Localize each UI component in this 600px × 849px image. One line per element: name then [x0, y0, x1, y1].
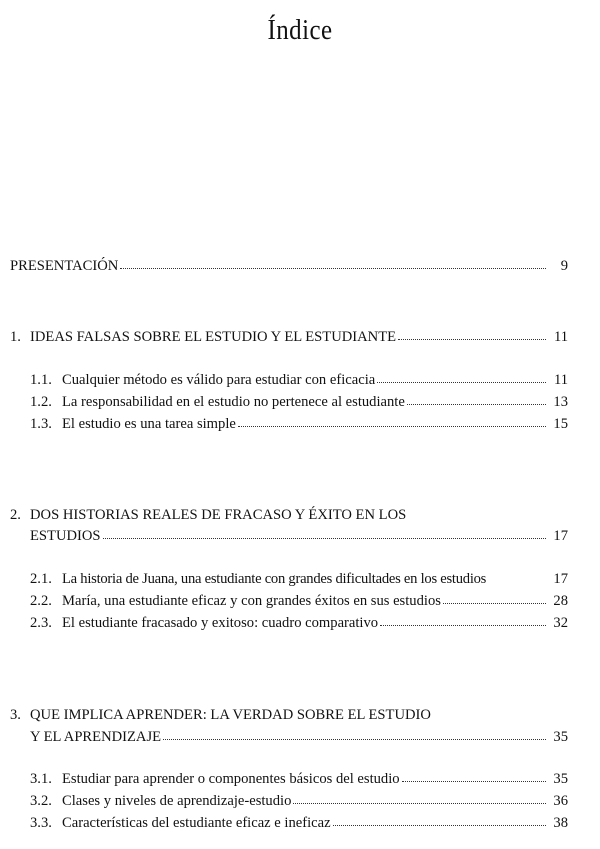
page-title: Índice: [267, 14, 333, 46]
toc-section-2-title-line1[interactable]: [10, 507, 406, 524]
toc-page-number: 11: [553, 329, 568, 345]
dot-leader: [402, 781, 546, 782]
toc-page-number: 9: [560, 258, 568, 274]
section-number: 2.: [10, 507, 21, 523]
dot-leader: [377, 382, 546, 383]
dot-leader: [238, 426, 546, 427]
item-label: Cualquier método es válido para estudiar con eficacia: [62, 372, 376, 388]
item-number: 2.2.: [30, 593, 52, 609]
dot-leader: [443, 603, 546, 604]
toc-section-3-title-line1[interactable]: [10, 707, 431, 724]
toc-item-2-2[interactable]: [30, 593, 568, 610]
item-label: El estudiante fracasado y exitoso: cuadro comparativo: [62, 615, 379, 631]
dot-leader: [293, 803, 546, 804]
section-title: DOS HISTORIAS REALES DE FRACASO Y ÉXITO EN LOS: [30, 507, 407, 523]
dot-leader: [163, 739, 546, 740]
item-label: Clases y niveles de aprendizaje-estudio: [62, 793, 292, 809]
dot-leader: [333, 825, 546, 826]
item-label: El estudio es una tarea simple: [62, 416, 236, 432]
toc-item-1-2[interactable]: [30, 394, 568, 411]
item-label: María, una estudiante eficaz y con grandes éxitos en sus estudios: [62, 593, 441, 609]
item-number: 3.3.: [30, 815, 52, 831]
toc-item-2-3[interactable]: [30, 615, 568, 632]
dot-leader: [120, 268, 546, 269]
toc-item-3-3[interactable]: [30, 815, 568, 832]
toc-entry-presentacion[interactable]: [10, 258, 568, 275]
item-number: 1.2.: [30, 394, 52, 410]
dot-leader: [103, 538, 546, 539]
toc-section-1[interactable]: [10, 329, 568, 346]
section-number: 3.: [10, 707, 21, 723]
item-number: 2.3.: [30, 615, 52, 631]
item-number: 1.1.: [30, 372, 52, 388]
toc-page-number: 15: [553, 416, 568, 432]
toc-page-number: 36: [553, 793, 568, 809]
section-title: IDEAS FALSAS SOBRE EL ESTUDIO Y EL ESTUDIANTE: [30, 329, 397, 345]
item-label: Estudiar para aprender o componentes básicos del estudio: [62, 771, 400, 787]
toc-entry-label: PRESENTACIÓN: [10, 258, 119, 274]
toc-page-number: 11: [553, 372, 568, 388]
toc-page-number: 38: [553, 815, 568, 831]
toc-page-number: 35: [553, 729, 568, 745]
section-number: 1.: [10, 329, 21, 345]
item-label: La responsabilidad en el estudio no pertenece al estudiante: [62, 394, 405, 410]
dot-leader: [398, 339, 546, 340]
toc-page-number: 13: [553, 394, 568, 410]
section-title-continued: ESTUDIOS: [30, 528, 101, 544]
dot-leader: [380, 625, 546, 626]
item-number: 2.1.: [30, 571, 52, 587]
toc-item-2-1[interactable]: [30, 571, 568, 588]
item-number: 3.1.: [30, 771, 52, 787]
toc-item-3-1[interactable]: [30, 771, 568, 788]
toc-page-number: 17: [553, 571, 568, 587]
item-number: 1.3.: [30, 416, 52, 432]
item-label: La historia de Juana, una estudiante con grandes dificultades en los estudios: [62, 571, 487, 587]
item-label: Características del estudiante eficaz e ineficaz: [62, 815, 331, 831]
toc-page-number: 28: [553, 593, 568, 609]
toc-page-number: 17: [553, 528, 568, 544]
toc-section-3[interactable]: [30, 729, 568, 746]
section-title: QUE IMPLICA APRENDER: LA VERDAD SOBRE EL ESTUDIO: [30, 707, 431, 723]
toc-item-3-2[interactable]: [30, 793, 568, 810]
section-title-continued: Y EL APRENDIZAJE: [30, 729, 162, 745]
toc-section-2[interactable]: [30, 528, 568, 545]
toc-page-number: 35: [553, 771, 568, 787]
toc-item-1-3[interactable]: [30, 416, 568, 433]
item-number: 3.2.: [30, 793, 52, 809]
toc-item-1-1[interactable]: [30, 372, 568, 389]
dot-leader: [407, 404, 546, 405]
toc-page-number: 32: [553, 615, 568, 631]
